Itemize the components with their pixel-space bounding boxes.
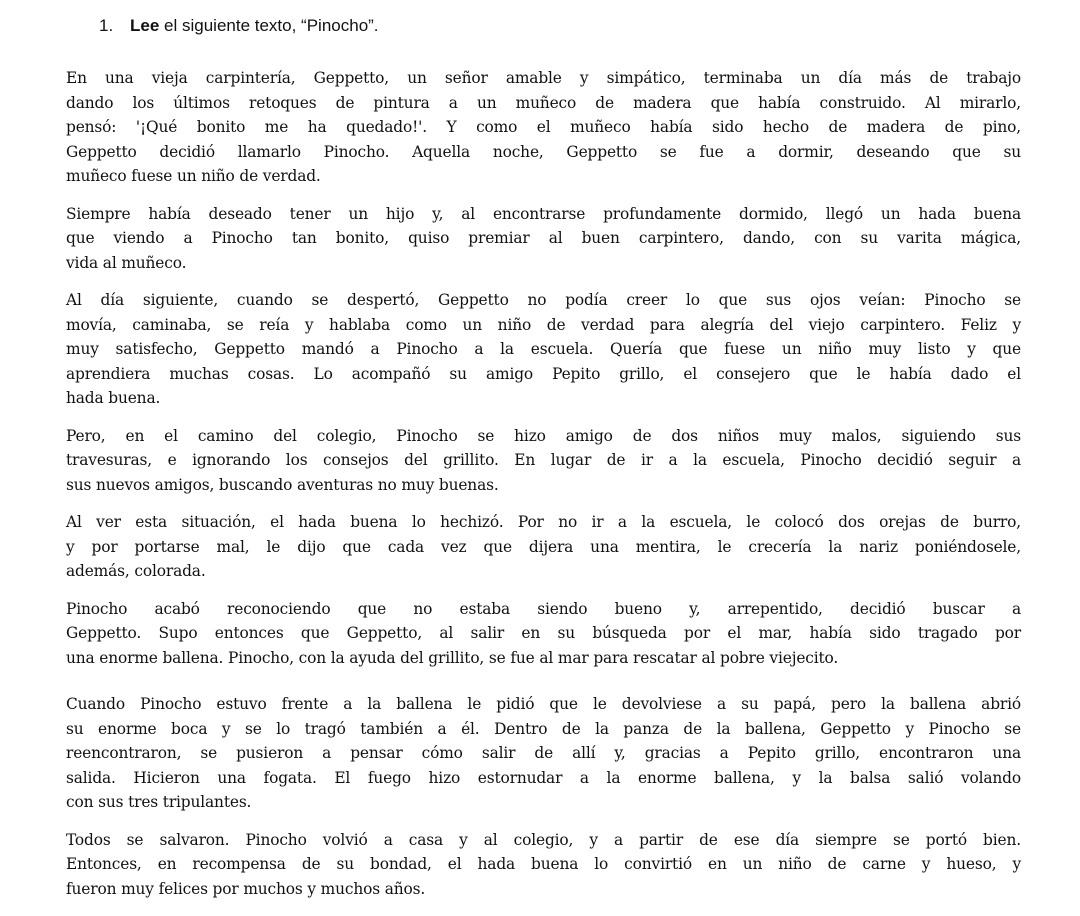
story-line: reencontraron, se pusieron a pensar cómo salir de allí y, gracias a Pepito grillo, encontraron una — [66, 744, 1021, 762]
story-line: aprendiera muchas cosas. Lo acompañó su amigo Pepito grillo, el consejero que le había dado el — [66, 364, 1021, 383]
story-line: Entonces, en recompensa de su bondad, el hada buena lo convirtió en un niño de carne y hueso, y — [66, 855, 1021, 873]
story-paragraph — [66, 510, 1021, 584]
story-line: dando los últimos retoques de pintura a un muñeco de madera que había construido. Al mirarlo, — [66, 93, 1021, 112]
story-line: salida. Hicieron una fogata. El fuego hizo estornudar a la enorme ballena, y la balsa salió volando — [66, 768, 1021, 787]
story-line: y por portarse mal, le dijo que cada vez que dijera una mentira, le crecería la nariz poniéndosele, — [66, 537, 1021, 556]
story-paragraph — [66, 202, 1021, 276]
story-line: Al día siguiente, cuando se despertó, Geppetto no podía creer lo que sus ojos veían: Pinocho se — [66, 291, 1021, 309]
story-line: con sus tres tripulantes. — [66, 793, 252, 811]
story-line: travesuras, e ignorando los consejos del grillito. En lugar de ir a la escuela, Pinocho decidió seguir a — [66, 451, 1021, 469]
story-paragraph — [66, 692, 1021, 815]
story-paragraph — [66, 828, 1021, 902]
story-line: En una vieja carpintería, Geppetto, un señor amable y simpático, terminaba un día más de trabajo — [66, 69, 1021, 87]
story-paragraph — [66, 66, 1021, 189]
story-line: vida al muñeco. — [66, 253, 187, 272]
story-text — [66, 66, 1021, 914]
story-line: pensó: '¡Qué bonito me ha quedado!'. Y como el muñeco había sido hecho de madera de pino, — [66, 118, 1021, 136]
story-line: además, colorada. — [66, 562, 206, 580]
instruction-verb: Lee — [130, 16, 160, 35]
story-line: sus nuevos amigos, buscando aventuras no muy buenas. — [66, 475, 499, 494]
story-line: Pero, en el camino del colegio, Pinocho se hizo amigo de dos niños muy malos, siguiendo sus — [66, 426, 1021, 445]
story-line: Al ver esta situación, el hada buena lo hechizó. Por no ir a la escuela, le colocó dos orejas de burro, — [66, 513, 1021, 531]
story-line: Geppetto. Supo entonces que Geppetto, al salir en su búsqueda por el mar, había sido tragado por — [66, 624, 1021, 642]
story-line: Siempre había deseado tener un hijo y, al encontrarse profundamente dormido, llegó un hada buena — [66, 204, 1021, 223]
story-line: su enorme boca y se lo tragó también a él. Dentro de la panza de la ballena, Geppetto y Pinocho se — [66, 719, 1021, 738]
story-line: Pinocho acabó reconociendo que no estaba siendo bueno y, arrepentido, decidió buscar a — [66, 599, 1021, 618]
story-line: que viendo a Pinocho tan bonito, quiso premiar al buen carpintero, dando, con su varita mágica, — [66, 229, 1021, 247]
story-line: movía, caminaba, se reía y hablaba como un niño de verdad para alegría del viejo carpintero. Feliz y — [66, 315, 1021, 334]
story-line: fueron muy felices por muchos y muchos años. — [66, 879, 426, 898]
list-number: 1. — [99, 16, 114, 35]
story-line: muñeco fuese un niño de verdad. — [66, 167, 321, 185]
story-paragraph — [66, 424, 1021, 498]
story-line: Cuando Pinocho estuvo frente a la ballena le pidió que le devolviese a su papá, pero la ballena abrió — [66, 695, 1021, 713]
story-line: hada buena. — [66, 389, 161, 407]
story-line: Todos se salvaron. Pinocho volvió a casa y al colegio, y a partir de ese día siempre se portó bien. — [66, 830, 1021, 849]
exercise-instruction — [99, 16, 379, 36]
story-paragraph — [66, 597, 1021, 671]
story-paragraph — [66, 288, 1021, 411]
story-line: una enorme ballena. Pinocho, con la ayuda del grillito, se fue al mar para rescatar al pobre viejecito. — [66, 648, 839, 667]
instruction-text: el siguiente texto, “Pinocho”. — [159, 16, 379, 35]
story-line: Geppetto decidió llamarlo Pinocho. Aquella noche, Geppetto se fue a dormir, deseando que su — [66, 142, 1021, 161]
story-line: muy satisfecho, Geppetto mandó a Pinocho a la escuela. Quería que fuese un niño muy listo y que — [66, 340, 1021, 358]
